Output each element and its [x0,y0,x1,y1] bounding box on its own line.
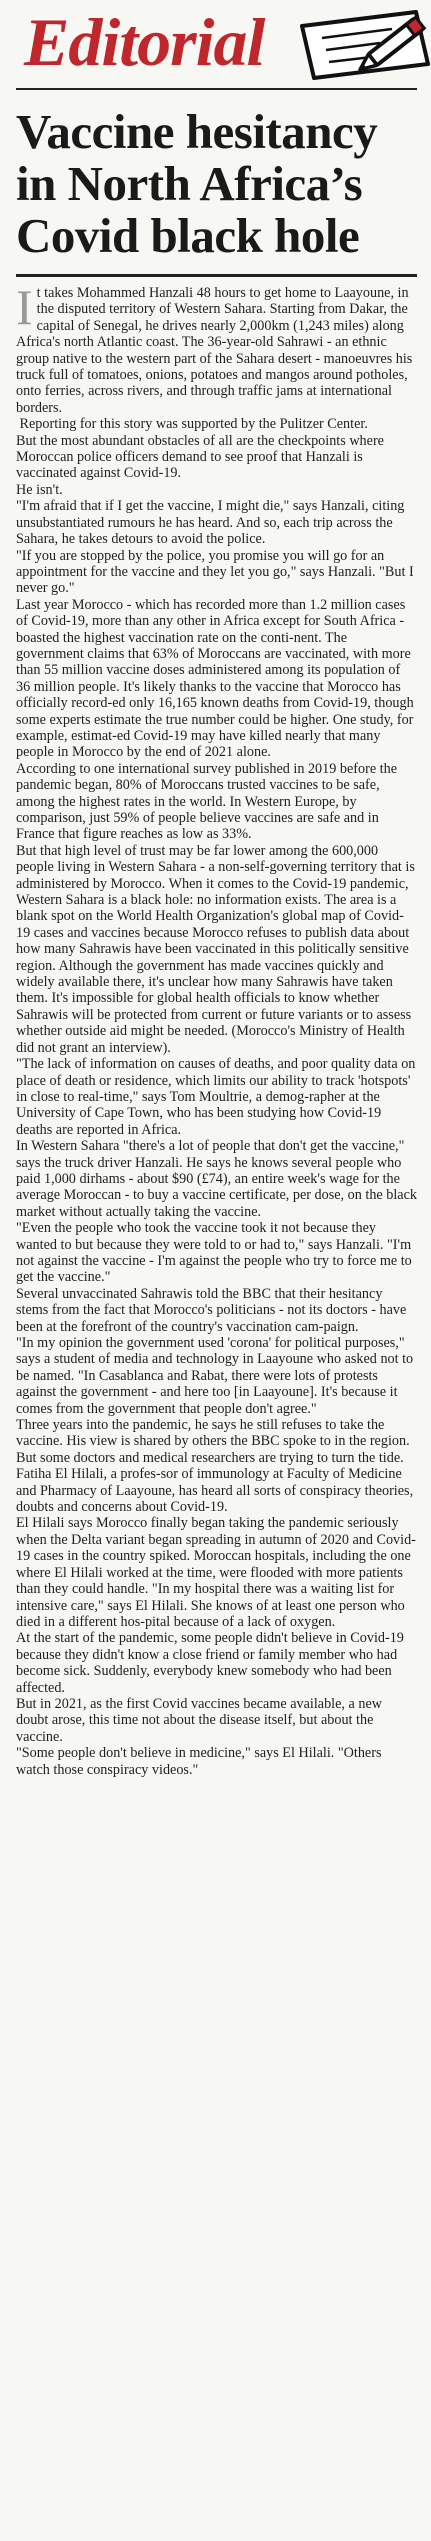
article-paragraph: But some doctors and medical researchers are trying to turn the tide. Fatiha El Hilali, a profes-sor of immunology at Faculty of Medicine and Pharmacy of Laayoune, has heard all sorts of conspiracy theories, doubts and concerns about Covid-19. [16,1449,414,1516]
article-body [16,279,417,1778]
article-paragraph: At the start of the pandemic, some people didn't believe in Covid-19 because they didn't know a close friend or family member who had become sick. Suddenly, everybody knew somebody who had been affected. [16,1630,404,1696]
drop-cap: I [16,279,33,335]
first-paragraph-text: t takes Mohammed Hanzali 48 hours to get home to Laayoune, in the disputed territory of Western Sahara. Starting from Dakar, the capital of Senegal, he drives nearly 2,000km (1,243 miles) along Africa's north Atlantic coast. The 36-year-old Sahrawi - an ethnic group native to the western part of the Sahara desert - manoeuvres his truck full of tomatoes, onions, potatoes and mangos around potholes, onto ferries, across rivers, and through traffic jams at international borders. [16,285,413,416]
pen-and-paper-icon [296,4,431,84]
article-paragraph: But that high level of trust may be far lower among the 600,000 people living in Western Sahara - a non-self-governing territory that is administered by Morocco. When it comes to the Covid-19 pandemic, Western Sahara is a black hole: no information exists. The area is a blank spot on the World Health Organization's global map of Covid-19 cases and vaccines because Morocco refuses to publish data about how many Sahrawis have been vaccinated in this politically sensitive region. Although the government has made vaccines quickly and widely available there, it's unclear how many Sahrawis have taken them. It's impossible for global health officials to know whether Sahrawis will be protected from current or future variants or to assess whether outside aid might be needed. (Morocco's Ministry of Health did not grant an interview). [16,842,415,1056]
article-paragraph: But the most abundant obstacles of all are the checkpoints where Moroccan police officers demand to see proof that Hanzali is vaccinated against Covid-19. [16,432,384,482]
masthead [16,0,417,96]
article-paragraph: "If you are stopped by the police, you promise you will go for an appointment for the vaccine and they let you go," says Hanzali. "But I never go." [16,547,414,597]
masthead-divider [16,88,417,90]
article-paragraph: "Even the people who took the vaccine took it not because they wanted to but because they were told to or had to," says Hanzali. "I'm not against the vaccine - I'm against the people who try to force me to get the vaccine." [16,1220,412,1286]
article-paragraph [16,279,417,416]
article-paragraph: According to one international survey published in 2019 before the pandemic began, 80% of Moroccans trusted vaccines to be safe, among the highest rates in the world. In Western Europe, by comparison, just 59% of people believe vaccines are safe and in France that figure reaches as low as 33%. [16,760,397,843]
article-paragraph: Three years into the pandemic, he says he still refuses to take the vaccine. His view is shared by others the BBC spoke to in the region. [16,1417,410,1450]
article-paragraph: "I'm afraid that if I get the vaccine, I might die," says Hanzali, citing unsubstantiated rumours he has heard. And so, each trip across the Sahara, he takes detours to avoid the police. [16,498,405,548]
article-paragraph: "The lack of information on causes of deaths, and poor quality data on place of death or residence, which limits our ability to track 'hotspots' in close to real-time," says Tom Moultrie, a demog-rapher at the University of Cape Town, who has been studying how Covid-19 deaths are reported in Africa. [16,1056,416,1138]
section-title: Editorial [24,4,265,80]
article-paragraph: He isn't. [16,481,63,498]
article-paragraph: In Western Sahara "there's a lot of people that don't get the vaccine," says the truck driver Hanzali. He says he knows several people who paid 1,000 dirhams - about $90 (£74), an entire week's wage for the average Moroccan - to buy a vaccine certificate, per dose, on the black market without actually taking the vaccine. [16,1138,417,1220]
article-paragraph: El Hilali says Morocco finally began taking the pandemic seriously when the Delta variant began spreading in autumn of 2020 and Covid-19 cases in the country spiked. Moroccan hospitals, including the one where El Hilali worked at the time, were flooded with more patients than they could handle. "In my hospital there was a waiting list for intensive care," says El Hilali. She knows of at least one person who died in a different hos-pital because of a lack of oxygen. [16,1515,416,1630]
article-paragraph: Several unvaccinated Sahrawis told the BBC that their hesitancy stems from the fact that Morocco's politicians - not its doctors - have been at the forefront of the country's vaccination cam-paign. [16,1285,407,1335]
headline-divider [16,274,417,277]
article-paragraph: "Some people don't believe in medicine," says El Hilali. "Others watch those conspiracy videos." [16,1745,382,1778]
article-paragraph: But in 2021, as the first Covid vaccines became available, a new doubt arose, this time not about the disease itself, but about the vaccine. [16,1695,383,1745]
article-paragraph: Reporting for this story was supported by the Pulitzer Center. [16,416,368,433]
article-paragraph: "In my opinion the government used 'corona' for political purposes," says a student of media and technology in Laayoune who asked not to be named. "In Casablanca and Rabat, there were lots of protests against the government - and here too [in Laayoune]. It's because it comes from the government that people don't agree." [16,1335,414,1417]
article-paragraph: Last year Morocco - which has recorded more than 1.2 million cases of Covid-19, more than any other in Africa except for South Africa - boasted the highest vaccination rate on the conti-nent. The government claims that 63% of Moroccans are vaccinated, with more than 55 million vaccine doses administered among its population of 36 million people. It's likely thanks to the vaccine that Morocco has officially record-ed only 16,165 known deaths from Covid-19, though some experts estimate the true number could be higher. One study, for example, estimat-ed Covid-19 may have killed nearly that many people in Morocco by the end of 2021 alone. [16,596,414,761]
article-headline: Vaccine hesitancy in North Africa’s Covid black hole [16,104,378,263]
